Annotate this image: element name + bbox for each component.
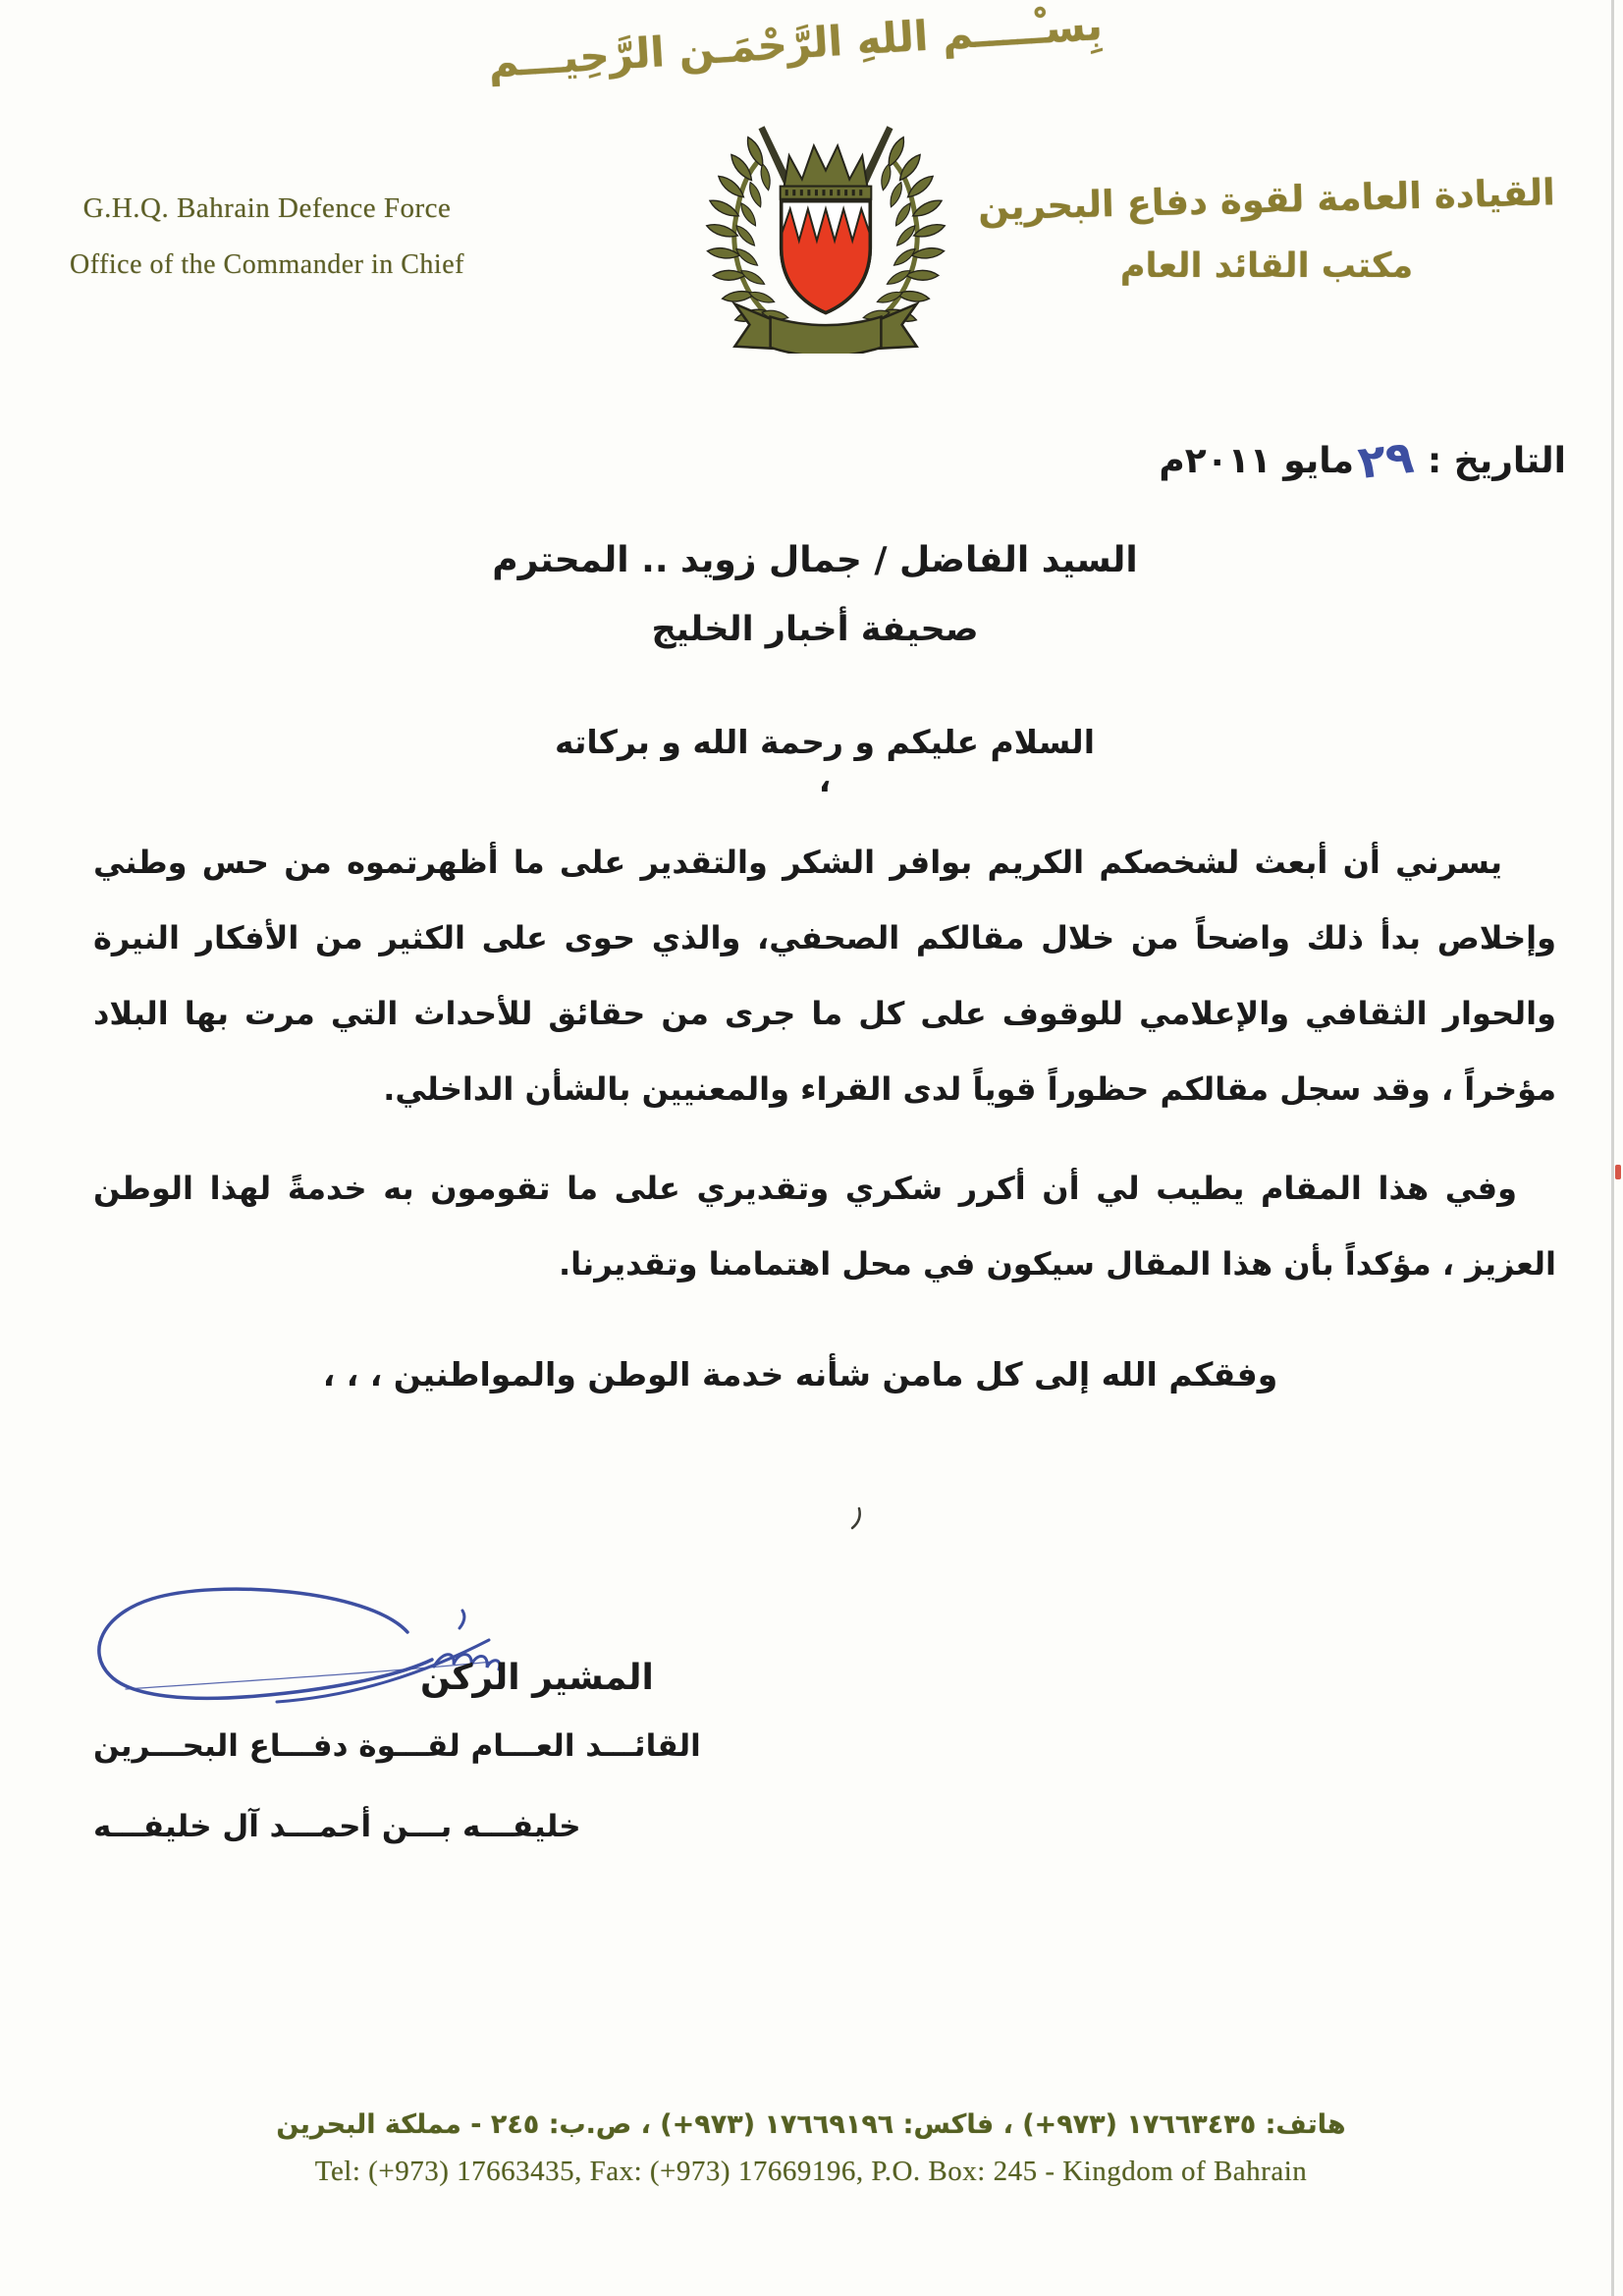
date-day-handwritten: ٢٩ (1355, 429, 1417, 490)
recipient-organization-line: صحيفة أخبار الخليج (651, 610, 979, 649)
recipient-block (393, 540, 1237, 649)
body-paragraph-2: وفي هذا المقام يطيب لي أن أكرر شكري وتقديري على ما تقومون به خدمةً لهذا الوطن العزيز ، مؤكداً بأن هذا المقال سيكون في محل اهتمامنا وتقديرنا. (93, 1170, 1556, 1283)
ghq-line: G.H.Q. Bahrain Defence Force (82, 192, 452, 224)
date-label: التاريخ : (1427, 441, 1566, 481)
red-edge-mark (1615, 1165, 1621, 1179)
letterhead-english (61, 192, 473, 281)
footer-contact-english: Tel: (+973) 17663435, Fax: (+973) 17669196, P.O. Box: 245 - Kingdom of Bahrain (314, 2156, 1308, 2187)
stray-pen-mark (846, 1504, 868, 1532)
body-paragraph-1: يسرني أن أبعث لشخصكم الكريم بوافر الشكر والتقدير على ما أظهرتموه من حس وطني وإخلاص بدأ ذلك واضحاً من خلال مقالكم الصحفي، والذي حوى على الكثير من الأفكار النيرة والحوار الثقافي والإعلامي للوقوف على كل ما جرى من حقائق للأحداث التي مرت بها البلاد مؤخراً ، وقد سجل مقالكم حظوراً قوياً لدى القراء والمعنيين بالشأن الداخلي. (93, 844, 1556, 1108)
greeting-line: السلام عليكم و رحمة الله و بركاته ، (554, 723, 1096, 799)
bahrain-defence-force-emblem (685, 124, 967, 354)
recipient-name-line: السيد الفاضل / جمال زويد .. المحترم (492, 540, 1138, 580)
date-line (1159, 429, 1566, 490)
scan-edge-line (1611, 0, 1614, 2296)
footer-contact-arabic: هاتف: ١٧٦٦٣٤٣٥ (٩٧٣+) ، فاكس: ١٧٦٦٩١٩٦ (٩٧٣+) ، ص.ب: ٢٤٥ - مملكة البحرين (276, 2109, 1346, 2140)
arabic-office-line: مكتب القائد العام (1119, 246, 1414, 286)
office-of-commander-line: Office of the Commander in Chief (70, 249, 464, 280)
arabic-command-line: القيادة العامة لقوة دفاع البحرين (977, 171, 1556, 229)
commander-name-line: خليفـــه بـــن أحمـــد آل خليفـــه (93, 1809, 581, 1844)
rank-title: المشير الركن (420, 1658, 654, 1698)
bahrain-shield-icon (780, 201, 873, 317)
footer (84, 2109, 1538, 2188)
bismillah-calligraphy: بِسـْــــم اللهِ الرَّحْمَـن الرَّحِيـــم (486, 0, 1105, 87)
crown-icon (781, 145, 872, 198)
date-month-year: مايو ٢٠١١م (1159, 441, 1355, 481)
closing-line: وفقكم الله إلى كل مامن شأنه خدمة الوطن والمواطنين ، ، ، (322, 1355, 1278, 1394)
letterhead-arabic (962, 171, 1571, 286)
commander-title-line: القائـــد العـــام لقـــوة دفـــاع البحـــرين (93, 1728, 701, 1764)
